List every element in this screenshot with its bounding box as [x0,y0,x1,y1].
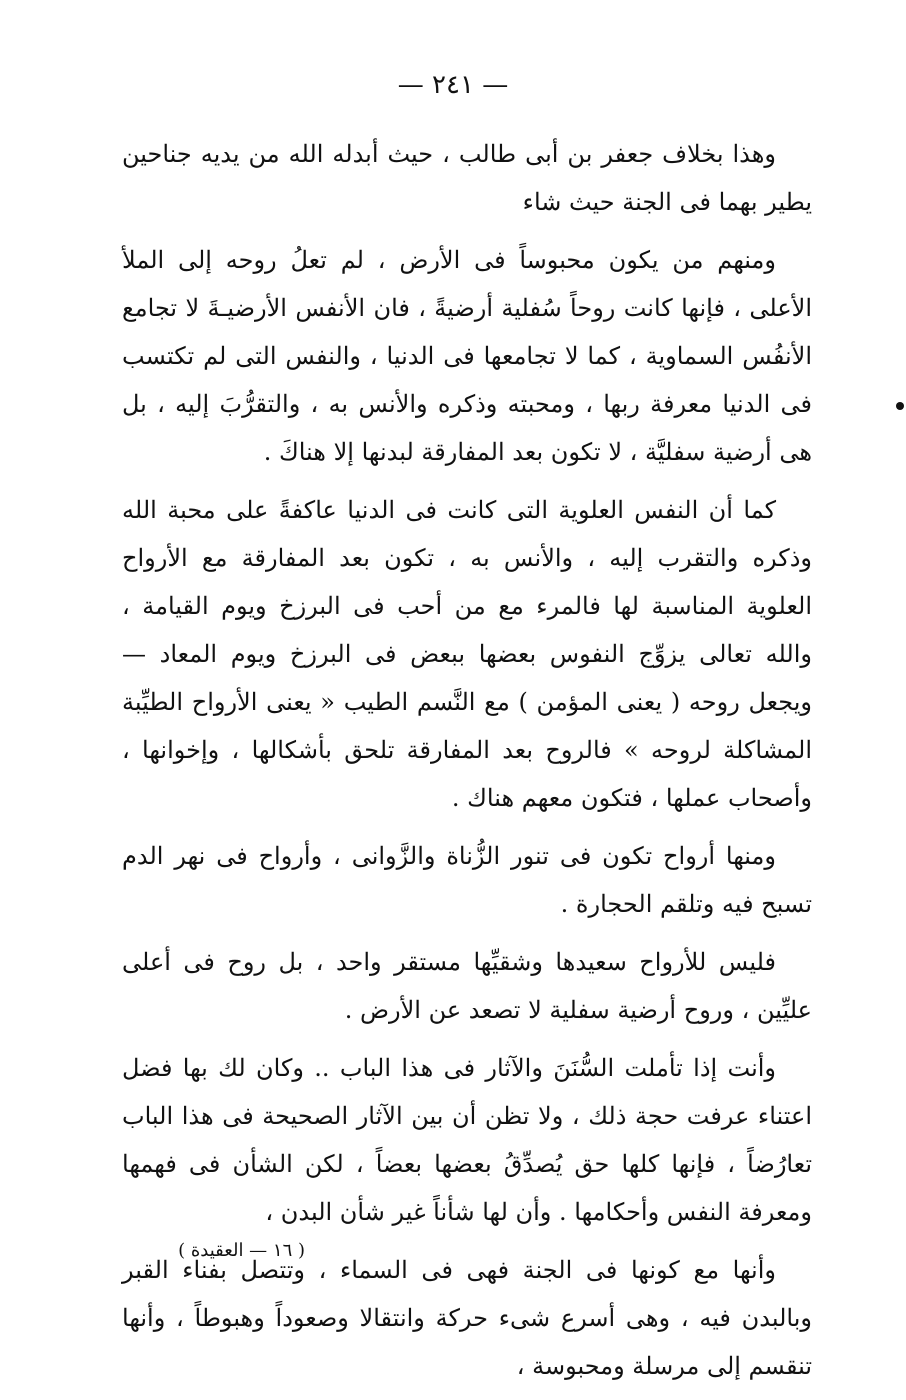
body-text [122,130,812,1400]
paragraph [122,130,812,226]
paragraph-text: ومنهم من يكون محبوساً فى الأرض ، لم تعلُ روحه إلى الملأ الأعلى ، فإنها كانت روحاً سُفلية أرضيةً ، فان الأنفس الأرضيـةَ لا تجامع الأنفُس السماوية ، كما لا تجامعها فى الدنيا ، والنفس التى لم تكتسب فى الدنيا معرفة ربها ، ومحبته وذكره والأنس به ، والتقرُّبَ إليه ، بل هى أرضية سفليَّة ، لا تكون بعد المفارقة لبدنها إلا هناكَ . [122,246,812,466]
signature-mark: ( ١٦ — العقيدة ) [178,1240,305,1261]
paragraph-text: ومنها أرواح تكون فى تنور الزُّناة والزَّوانى ، وأرواح فى نهر الدم تسبح فيه وتلقم الحجارة . [122,842,812,918]
paragraph [122,236,812,476]
paragraph [122,1246,812,1390]
paragraph [122,486,812,822]
page-number: — ٢٤١ — [397,70,509,100]
paragraph-text: كما أن النفس العلوية التى كانت فى الدنيا عاكفةً على محبة الله وذكره والتقرب إليه ، والأنس به ، تكون بعد المفارقة مع الأرواح العلوية المناسبة لها فالمرء مع من أحب فى البرزخ ويوم القيامة ، والله تعالى يزوِّج النفوس بعضها ببعض فى البرزخ ويوم المعاد — ويجعل روحه ( يعنى المؤمن ) مع النَّسم الطيب « يعنى الأرواح الطيِّبة المشاكلة لروحه » فالروح بعد المفارقة تلحق بأشكالها ، وإخوانها ، وأصحاب عملها ، فتكون معهم هناك . [122,496,813,812]
paragraph-text: وهذا بخلاف جعفر بن أبى طالب ، حيث أبدله الله من يديه جناحين يطير بهما فى الجنة حيث شاء [122,140,812,216]
paragraph-text: وأنت إذا تأملت السُّنَنَ والآثار فى هذا الباب .. وكان لك بها فضل اعتناء عرفت حجة ذلك ، ولا تظن أن بين الآثار الصحيحة فى هذا الباب تعارُضاً ، فإنها كلها حق يُصدِّقُ بعضها بعضاً ، لكن الشأن فى فهمها ومعرفة النفس وأحكامها . وأن لها شأناً غير شأن البدن ، [122,1054,812,1226]
paragraph [122,938,812,1034]
paragraph [122,832,812,928]
paragraph-text: فليس للأرواح سعيدها وشقيِّها مستقر واحد ، بل روح فى أعلى عليِّين ، وروح أرضية سفلية لا تصعد عن الأرض . [122,948,812,1024]
paragraph [122,1044,812,1236]
paragraph-text: وأنها مع كونها فى الجنة فهى فى السماء ، وتتصل بفناء القبر وبالبدن فيه ، وهى أسرع شىء حركة وانتقالا وصعوداً وهبوطاً ، وأنها تنقسم إلى مرسلة ومحبوسة ، [122,1256,812,1380]
margin-dot [896,402,904,410]
